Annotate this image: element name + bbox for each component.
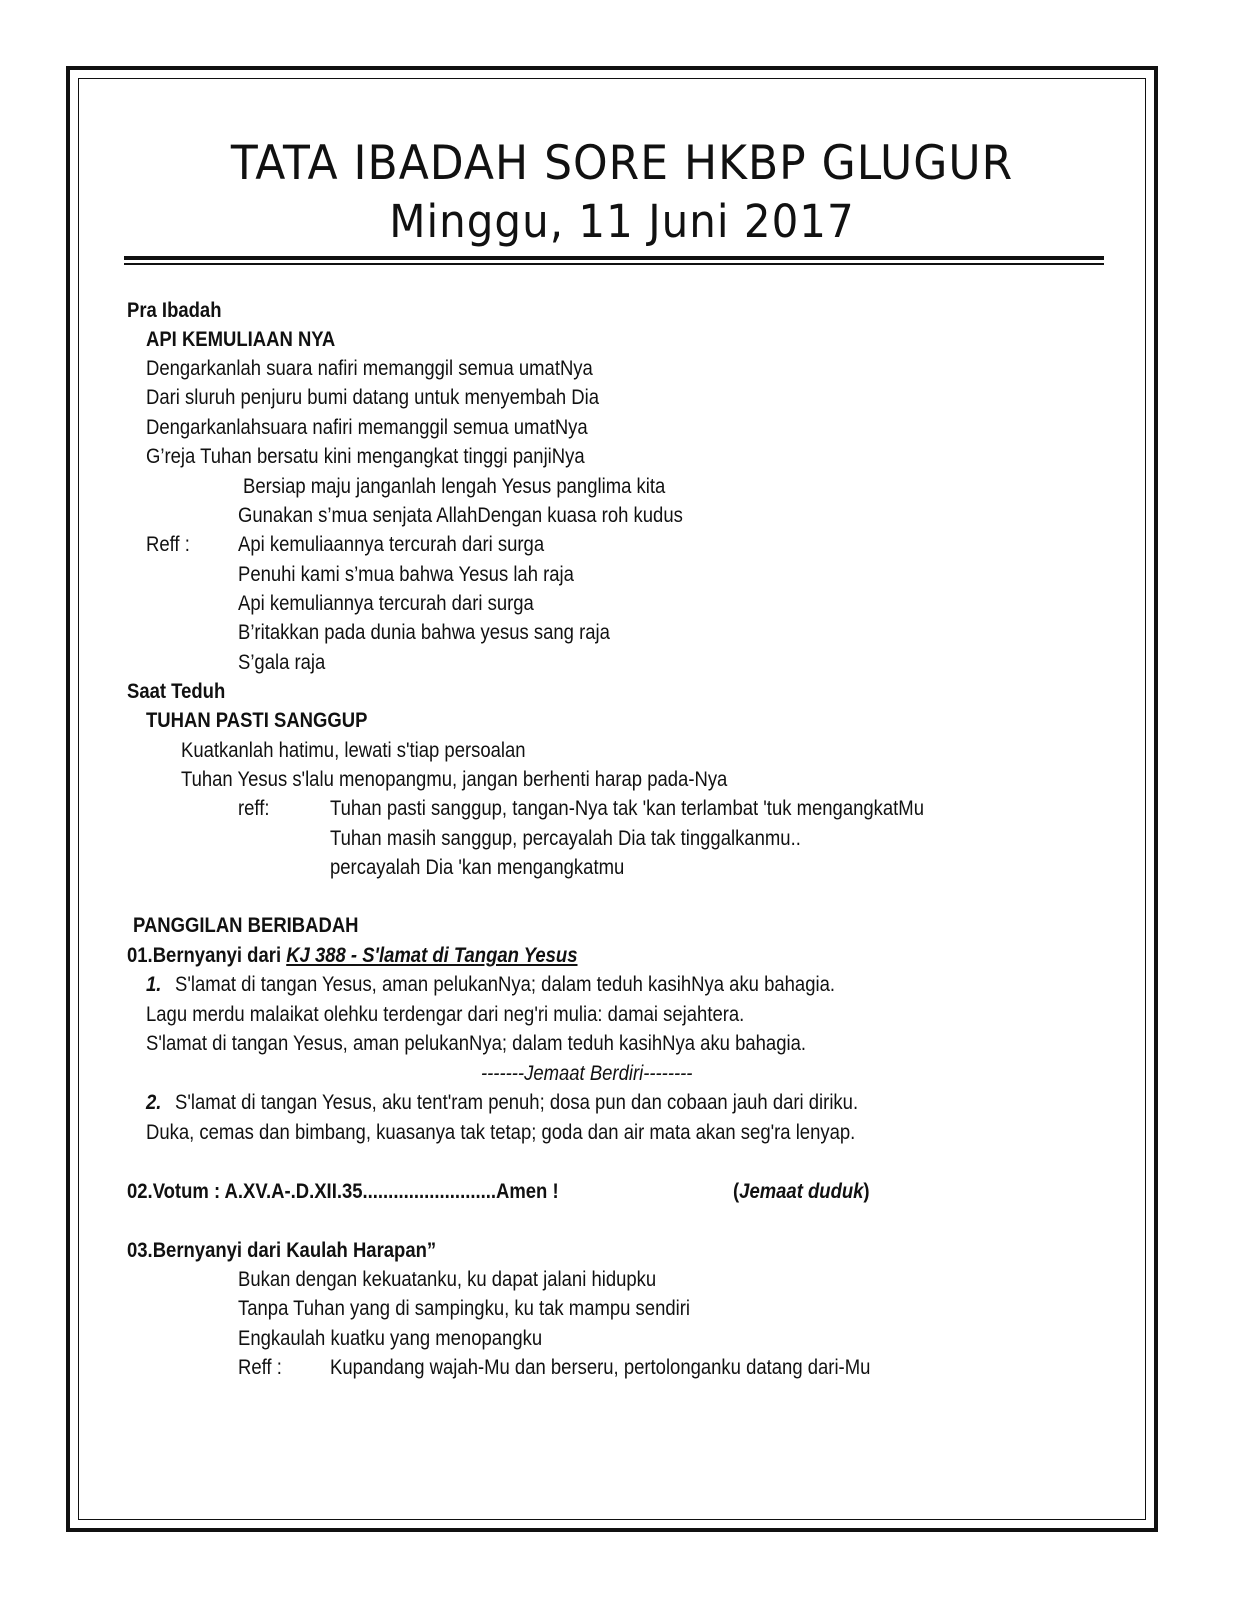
reff-line: Tuhan masih sanggup, percayalah Dia tak tinggalkanmu.. (330, 827, 801, 850)
verse-number: 1. (146, 973, 162, 996)
hymn-reference: KJ 388 - S'lamat di Tangan Yesus (286, 944, 578, 967)
service-date: Minggu, 11 Juni 2017 (389, 195, 855, 248)
hymn-line: S'lamat di tangan Yesus, aman pelukanNya; dalam teduh kasihNya aku bahagia. (175, 973, 836, 996)
lyric-line: Bersiap maju janganlah lengah Yesus panglima kita (243, 475, 666, 498)
reff-line: B’ritakkan pada dunia bahwa yesus sang raja (238, 621, 610, 644)
note-paren-close: ) (863, 1180, 870, 1203)
lyric-line: Tanpa Tuhan yang di sampingku, ku tak mampu sendiri (238, 1297, 691, 1320)
hymn-line: S'lamat di tangan Yesus, aku tent'ram penuh; dosa pun dan cobaan jauh dari diriku. (175, 1091, 859, 1114)
item-01-heading (127, 943, 578, 969)
reff-label: Reff : (146, 533, 190, 556)
lyric-line: Dari sluruh penjuru bumi datang untuk menyembah Dia (146, 386, 600, 409)
reff-line: Tuhan pasti sanggup, tangan-Nya tak 'kan terlambat 'tuk mengangkatMu (330, 797, 924, 820)
reff-line: Kupandang wajah-Mu dan berseru, pertolonganku datang dari-Mu (330, 1356, 871, 1379)
section-heading-panggilan: PANGGILAN BERIBADAH (133, 914, 359, 937)
section-heading-pra-ibadah: Pra Ibadah (127, 299, 222, 322)
reff-line: percayalah Dia 'kan mengangkatmu (330, 856, 625, 879)
section-heading-saat-teduh: Saat Teduh (127, 680, 226, 703)
item-03-heading: 03.Bernyanyi dari Kaulah Harapan” (127, 1239, 437, 1262)
lyric-line: G’reja Tuhan bersatu kini mengangkat tinggi panjiNya (146, 445, 585, 468)
reff-line: S’gala raja (238, 651, 326, 674)
reff-line: Api kemuliaannya tercurah dari surga (238, 533, 545, 556)
verse-number: 2. (146, 1091, 162, 1114)
lyric-line: Gunakan s’mua senjata AllahDengan kuasa roh kudus (238, 504, 683, 527)
congregation-instruction: Jemaat duduk (739, 1180, 864, 1203)
item-01-prefix: 01.Bernyanyi dari (127, 944, 287, 967)
lyric-line: Kuatkanlah hatimu, lewati s'tiap persoalan (181, 739, 526, 762)
hymn-line: Duka, cemas dan bimbang, kuasanya tak tetap; goda dan air mata akan seg'ra lenyap. (146, 1121, 856, 1144)
lyric-line: Bukan dengan kekuatanku, ku dapat jalani hidupku (238, 1268, 657, 1291)
page-title: TATA IBADAH SORE HKBP GLUGUR (230, 135, 1014, 192)
hymn-line: Lagu merdu malaikat olehku terdengar dari neg'ri mulia: damai sejahtera. (146, 1003, 745, 1026)
lyric-line: Tuhan Yesus s'lalu menopangmu, jangan berhenti harap pada-Nya (181, 768, 728, 791)
lyric-line: Engkaulah kuatku yang menopangku (238, 1327, 543, 1350)
reff-line: Penuhi kami s’mua bahwa Yesus lah raja (238, 563, 574, 586)
congregation-instruction: -------Jemaat Berdiri-------- (481, 1062, 693, 1085)
song-title: TUHAN PASTI SANGGUP (146, 709, 368, 732)
reff-line: Api kemuliannya tercurah dari surga (238, 592, 534, 615)
reff-label: Reff : (238, 1356, 282, 1379)
lyric-line: Dengarkanlah suara nafiri memanggil semua umatNya (146, 357, 593, 380)
lyric-line: Dengarkanlahsuara nafiri memanggil semua umatNya (146, 416, 588, 439)
note-paren-open: ( (733, 1180, 740, 1203)
item-02-votum: 02.Votum : A.XV.A-.D.XII.35..........................Amen ! (127, 1180, 559, 1203)
song-title: API KEMULIAAN NYA (146, 328, 336, 351)
item-02-note (733, 1179, 870, 1205)
reff-label: reff: (238, 797, 270, 820)
hymn-line: S'lamat di tangan Yesus, aman pelukanNya; dalam teduh kasihNya aku bahagia. (146, 1032, 807, 1055)
